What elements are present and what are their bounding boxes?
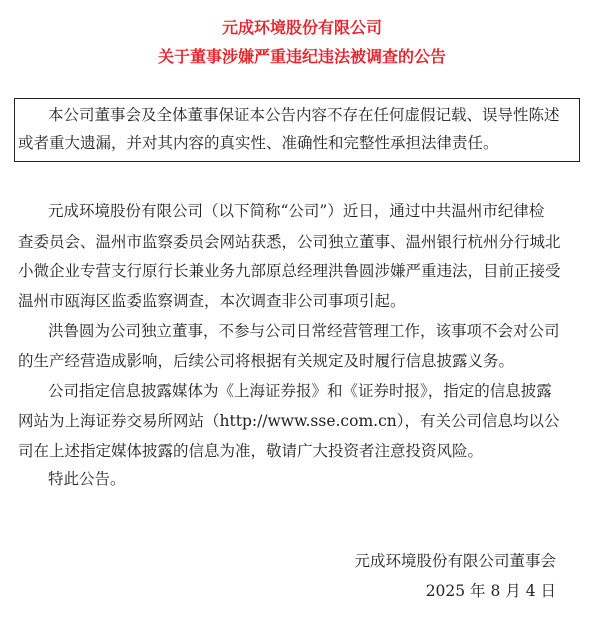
title-company: 元成环境股份有限公司: [221, 18, 382, 37]
disclaimer-line: 本公司董事会及全体董事保证本公告内容不存在任何虚假记载、误导性陈述: [48, 106, 560, 124]
body-line: 特此公告。: [48, 470, 126, 488]
body-line: 公司指定信息披露媒体为《上海证券报》和《证券时报》，指定的信息披露: [48, 382, 552, 400]
body-line: 元成环境股份有限公司（以下简称“公司”）近日，通过中共温州市纪律检: [48, 202, 545, 220]
disclaimer-line: 或者重大遗漏，并对其内容的真实性、准确性和完整性承担法律责任。: [18, 134, 499, 152]
title-subject: 关于董事涉嫌严重违纪违法被调查的公告: [157, 47, 446, 66]
body-line: 温州市瓯海区监委监察调查，本次调查非公司事项引起。: [18, 292, 406, 310]
signature-date: 2025 年 8 月 4 日: [425, 582, 556, 600]
body-line: 的生产经营造成影响，后续公司将根据有关规定及时履行信息披露义务。: [18, 352, 515, 370]
body-line: 网站为上海证券交易所网站（http://www.sse.com.cn），有关公司信息均以公: [18, 412, 560, 430]
signature-issuer: 元成环境股份有限公司董事会: [354, 552, 556, 570]
body-line: 司在上述指定媒体披露的信息为准，敬请广大投资者注意投资风险。: [18, 442, 484, 460]
body-line: 小微企业专营支行原行长兼业务九部原总经理洪鲁圆涉嫌严重违法，目前正接受: [18, 262, 561, 280]
body-line: 查委员会、温州市监察委员会网站获悉，公司独立董事、温州银行杭州分行城北: [18, 233, 561, 251]
body-line: 洪鲁圆为公司独立董事，不参与公司日常经营管理工作，该事项不会对公司: [48, 322, 560, 340]
